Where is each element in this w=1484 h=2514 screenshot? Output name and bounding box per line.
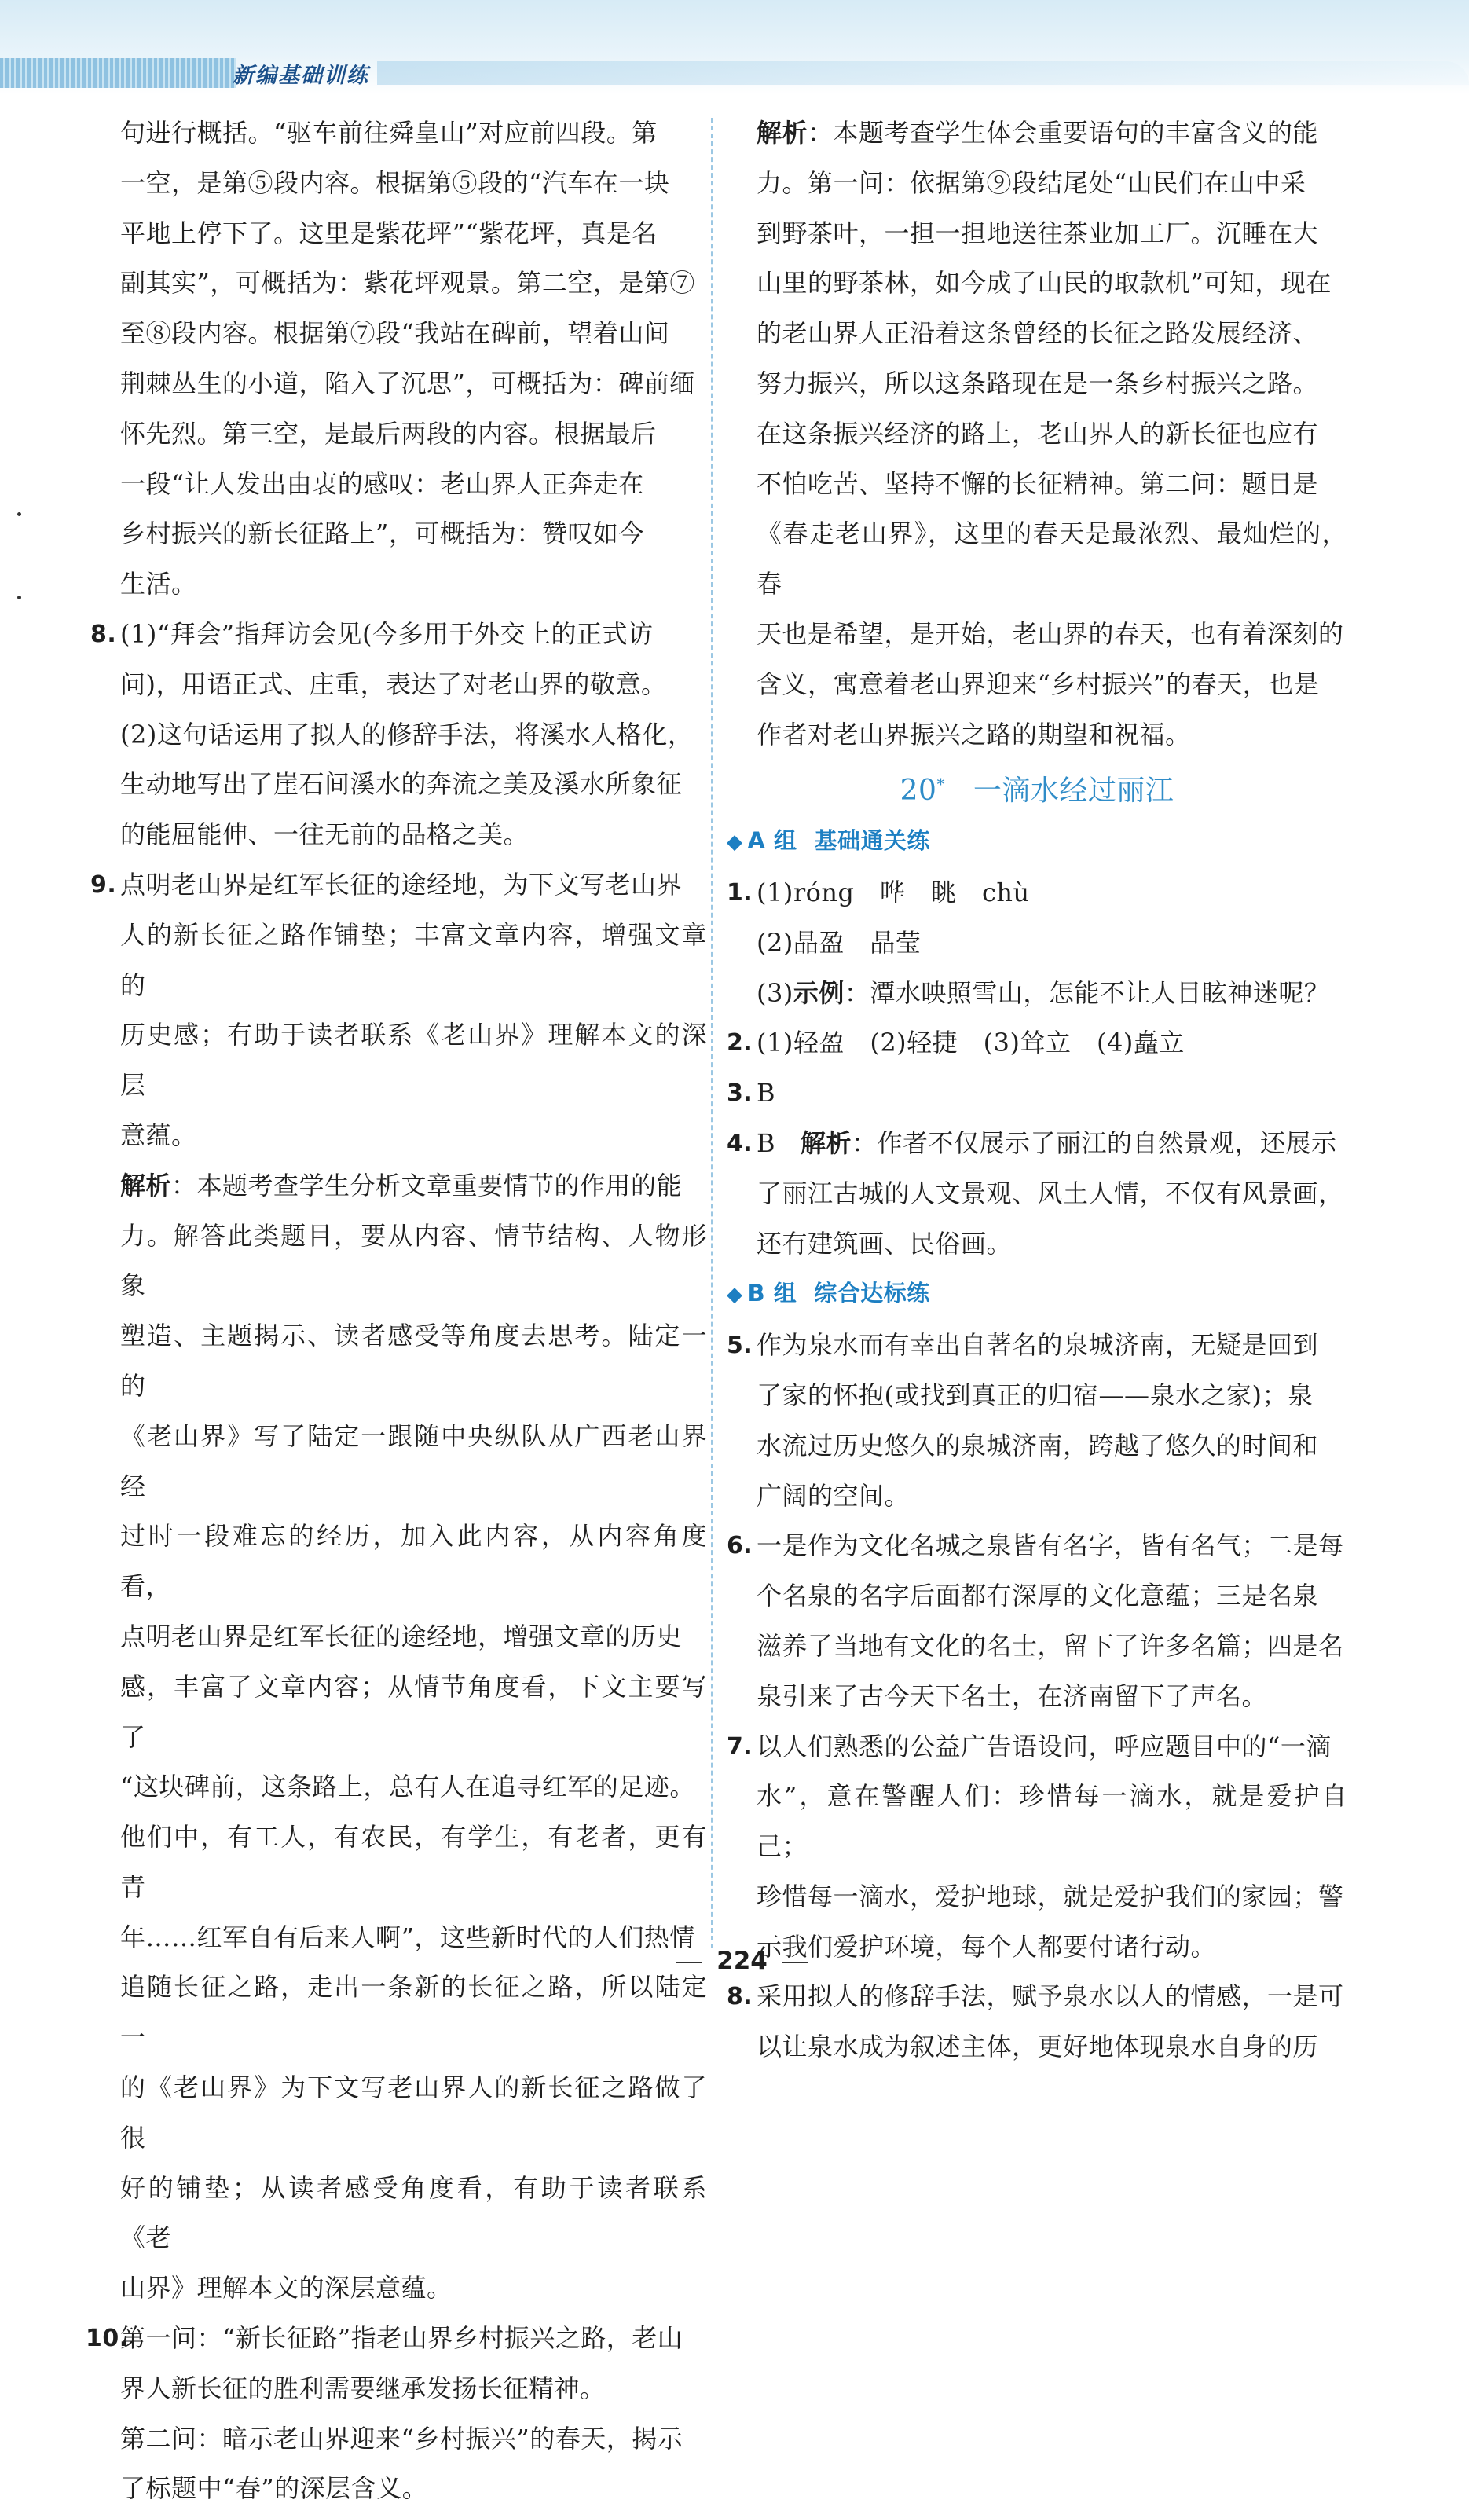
example-label: 示例 [793,977,845,1008]
text-line: 好的铺垫；从读者感受角度看，有助于读者联系《老 [120,2172,707,2253]
analysis-label: 解析 [801,1127,852,1158]
analysis-text: ：本题考查学生体会重要语句的丰富含义的能 [808,118,1319,148]
text-line: 界人新长征的胜利需要继承发扬长征精神。 [120,2373,606,2403]
text-line: 感，丰富了文章内容；从情节角度看，下文主要写了 [120,1671,707,1752]
text-line: 力。解答此类题目，要从内容、情节结构、人物形象 [120,1220,707,1301]
text-line: 一空，是第⑤段内容。根据第⑤段的“汽车在一块 [120,167,670,198]
text-line: 第二问：暗示老山界迎来“乡村振兴”的春天，揭示 [120,2423,683,2454]
text-line: 乡村振兴的新长征路上”，可概括为：赞叹如今 [120,519,644,549]
question-number: 6. [727,1532,753,1560]
text-line: 的《老山界》为下文写老山界人的新长征之路做了很 [120,2072,707,2153]
text-line: 《老山界》写了陆定一跟随中央纵队从广西老山界经 [120,1420,707,1501]
text-line: 采用拟人的修辞手法，赋予泉水以人的情感，一是可 [757,1981,1344,2012]
answer-letter: B [757,1127,776,1158]
text-line: 不怕吃苦、坚持不懈的长征精神。第二问：题目是 [757,468,1319,499]
text-line: (2)这句话运用了拟人的修辞手法，将溪水人格化， [120,719,694,749]
text-line: 点明老山界是红军长征的途经地，为下文写老山界 [120,869,683,900]
text-line: 广阔的空间。 [757,1480,911,1511]
a-question-1 [727,868,1347,1018]
text-line: 平地上停下了。这里是紫花坪”“紫花坪，真是名 [120,218,658,248]
text-line: 山里的野茶林，如今成了山民的取款机”可知，现在 [757,268,1332,299]
text-line: 含义，寓意着老山界迎来“乡村振兴”的春天，也是 [757,669,1320,699]
q7-continuation [90,108,707,610]
text-line: 人的新长征之路作铺垫；丰富文章内容，增强文章的 [120,919,707,1000]
lesson-name: 一滴水经过丽江 [973,775,1174,808]
column-divider [711,118,713,1948]
text-line: 的能屈能伸、一往无前的品格之美。 [120,819,529,850]
analysis-text: ：本题考查学生分析文章重要情节的作用的能 [171,1170,683,1200]
text-line: (1)“拜会”指拜访会见(今多用于外交上的正式访 [120,618,654,649]
question-number: 3. [727,1079,753,1108]
text-line: 作为泉水而有幸出自著名的泉城济南，无疑是回到 [757,1330,1319,1361]
diamond-icon: ◆ [727,1283,743,1307]
text-line: 一是作为文化名城之泉皆有名字，皆有名气；二是每 [757,1530,1344,1561]
example-text: ：潭水映照雪山，怎能不让人目眩神迷呢？ [844,977,1330,1008]
text-line: 努力振兴，所以这条路现在是一条乡村振兴之路。 [757,368,1319,398]
b-question-7 [727,1722,1347,1973]
b-question-8 [727,1972,1347,2072]
page-number: 224 [716,1947,768,1975]
text-line: (1)轻盈 (2)轻捷 (3)耸立 (4)矗立 [757,1028,1185,1058]
footer-dash [676,1962,702,1963]
group-name: 综合达标练 [814,1280,930,1307]
analysis-line [120,1161,707,1211]
sub-prefix: (3) [757,977,793,1008]
question-number: 2. [727,1029,753,1057]
question-number: 10. [86,2325,129,2353]
b-question-5 [727,1321,1347,1521]
text-line: 问)，用语正式、庄重，表达了对老山界的敬意。 [120,669,667,699]
a-question-2 [727,1018,1347,1068]
left-column [86,108,707,2514]
text-line: 一段“让人发出由衷的感叹：老山界人正奔走在 [120,468,644,499]
right-column [727,108,1347,2072]
group-label: A 组 [747,827,797,855]
b-question-6 [727,1521,1347,1721]
analysis-label: 解析 [757,118,808,148]
text-line: 《春走老山界》，这里的春天是最浓烈、最灿烂的，春 [757,519,1347,599]
question-number: 7. [727,1732,753,1761]
question-number: 1. [727,878,753,907]
group-label: B 组 [747,1280,797,1307]
a-question-3 [727,1068,1347,1119]
question-number: 8. [90,620,117,648]
text-line: 年……红军自有后来人啊”，这些新时代的人们热情 [120,1922,695,1952]
analysis-line [757,108,1347,159]
text-line: 副其实”，可概括为：紫花坪观景。第二空，是第⑦ [120,268,695,299]
text-line: 句进行概括。“驱车前往舜皇山”对应前四段。第 [120,118,658,148]
header-stripe [0,58,236,88]
text-line: 水流过历史悠久的泉城济南，跨越了悠久的时间和 [757,1430,1319,1460]
text-line: 过时一段难忘的经历，加入此内容，从内容角度看， [120,1521,707,1602]
question-number: 8. [727,1983,753,2011]
a-question-4 [727,1119,1347,1269]
question-number: 4. [727,1129,753,1157]
text-line: B [757,1078,776,1109]
footer-dash [782,1962,808,1963]
lesson-number: 20 [900,775,937,808]
text-line: 意蕴。 [120,1120,197,1150]
text-line: 塑造、主题揭示、读者感受等角度去思考。陆定一的 [120,1321,707,1401]
analysis-text: ：作者不仅展示了丽江的自然景观，还展示 [852,1127,1337,1158]
text-line: “这块碑前，这条路上，总有人在追寻红军的足迹。 [120,1772,695,1802]
text-line: 了标题中“春”的深层含义。 [120,2473,428,2504]
text-line: 滋养了当地有文化的名士，留下了许多名篇；四是名 [757,1630,1344,1661]
text-line: 追随长征之路，走出一条新的长征之路，所以陆定一 [120,1972,707,2053]
group-name: 基础通关练 [814,827,931,855]
text-line: 生动地写出了崖石间溪水的奔流之美及溪水所象征 [120,769,683,800]
question-number: 5. [727,1332,753,1360]
question-8 [90,610,707,860]
text-line: 山界》理解本文的深层意蕴。 [120,2273,453,2303]
text-line: 至⑧段内容。根据第⑦段“我站在碑前，望着山间 [120,318,670,349]
text-line: 水”，意在警醒人们：珍惜每一滴水，就是爱护自己； [757,1781,1347,1862]
text-line [757,969,1347,1019]
analysis-label: 解析 [120,1170,172,1200]
lesson-mark: * [936,775,945,794]
text-line: 的老山界人正沿着这条曾经的长征之路发展经济、 [757,318,1319,349]
text-line: 点明老山界是红军长征的途经地，增强文章的历史 [120,1621,683,1651]
text-line [757,1119,1347,1169]
text-line: 天也是希望，是开始，老山界的春天，也有着深刻的 [757,618,1344,649]
text-line: 怀先烈。第三空，是最后两段的内容。根据最后 [120,418,657,449]
margin-dot [17,596,21,599]
text-line: 了家的怀抱(或找到真正的归宿——泉水之家)；泉 [757,1380,1314,1410]
question-9 [90,860,707,2314]
text-line: 了丽江古城的人文景观、风土人情，不仅有风景画， [757,1178,1344,1208]
question-number: 9. [90,870,117,899]
text-line: 第一问：“新长征路”指老山界乡村振兴之路，老山 [120,2323,683,2354]
text-line: 荆棘丛生的小道，陷入了沉思”，可概括为：碑前缅 [120,368,695,398]
text-line: 珍惜每一滴水，爱护地球，就是爱护我们的家园；警 [757,1881,1344,1911]
question-10 [86,2314,707,2514]
group-b-heading [727,1269,1347,1321]
lesson-title [727,760,1347,816]
text-line: 生活。 [120,569,197,599]
text-line: 在这条振兴经济的路上，老山界人的新长征也应有 [757,418,1319,449]
header-banner [0,0,1469,94]
text-line: 个名泉的名字后面都有深厚的文化意蕴；三是名泉 [757,1581,1319,1611]
text-line: 以人们熟悉的公益广告语设问，呼应题目中的“一滴 [757,1731,1332,1761]
text-line: 示我们爱护环境，每个人都要付诸行动。 [757,1931,1217,1962]
text-line: 力。第一问：依据第⑨段结尾处“山民们在山中采 [757,167,1306,198]
header-wave [377,61,1469,85]
text-line: 作者对老山界振兴之路的期望和祝福。 [757,719,1191,749]
text-line: 还有建筑画、民俗画。 [757,1228,1013,1259]
text-line: (1)róng 哗 眺 chù [757,877,1030,907]
group-a-heading [727,816,1347,868]
text-line: 泉引来了古今天下名士，在济南留下了声名。 [757,1680,1268,1711]
text-line: (2)晶盈 晶莹 [757,927,922,958]
text-line: 历史感；有助于读者联系《老山界》理解本文的深层 [120,1020,707,1101]
q10-analysis [727,108,1347,760]
margin-dot [17,512,21,516]
header-title: 新编基础训练 [233,64,369,88]
text-line: 以让泉水成为叙述主体，更好地体现泉水自身的历 [757,2032,1319,2062]
text-line: 他们中，有工人，有农民，有学生，有老者，更有青 [120,1822,707,1902]
diamond-icon: ◆ [727,830,743,855]
text-line: 到野茶叶，一担一担地送往茶业加工厂。沉睡在大 [757,218,1319,248]
page-footer [0,1947,1484,1975]
